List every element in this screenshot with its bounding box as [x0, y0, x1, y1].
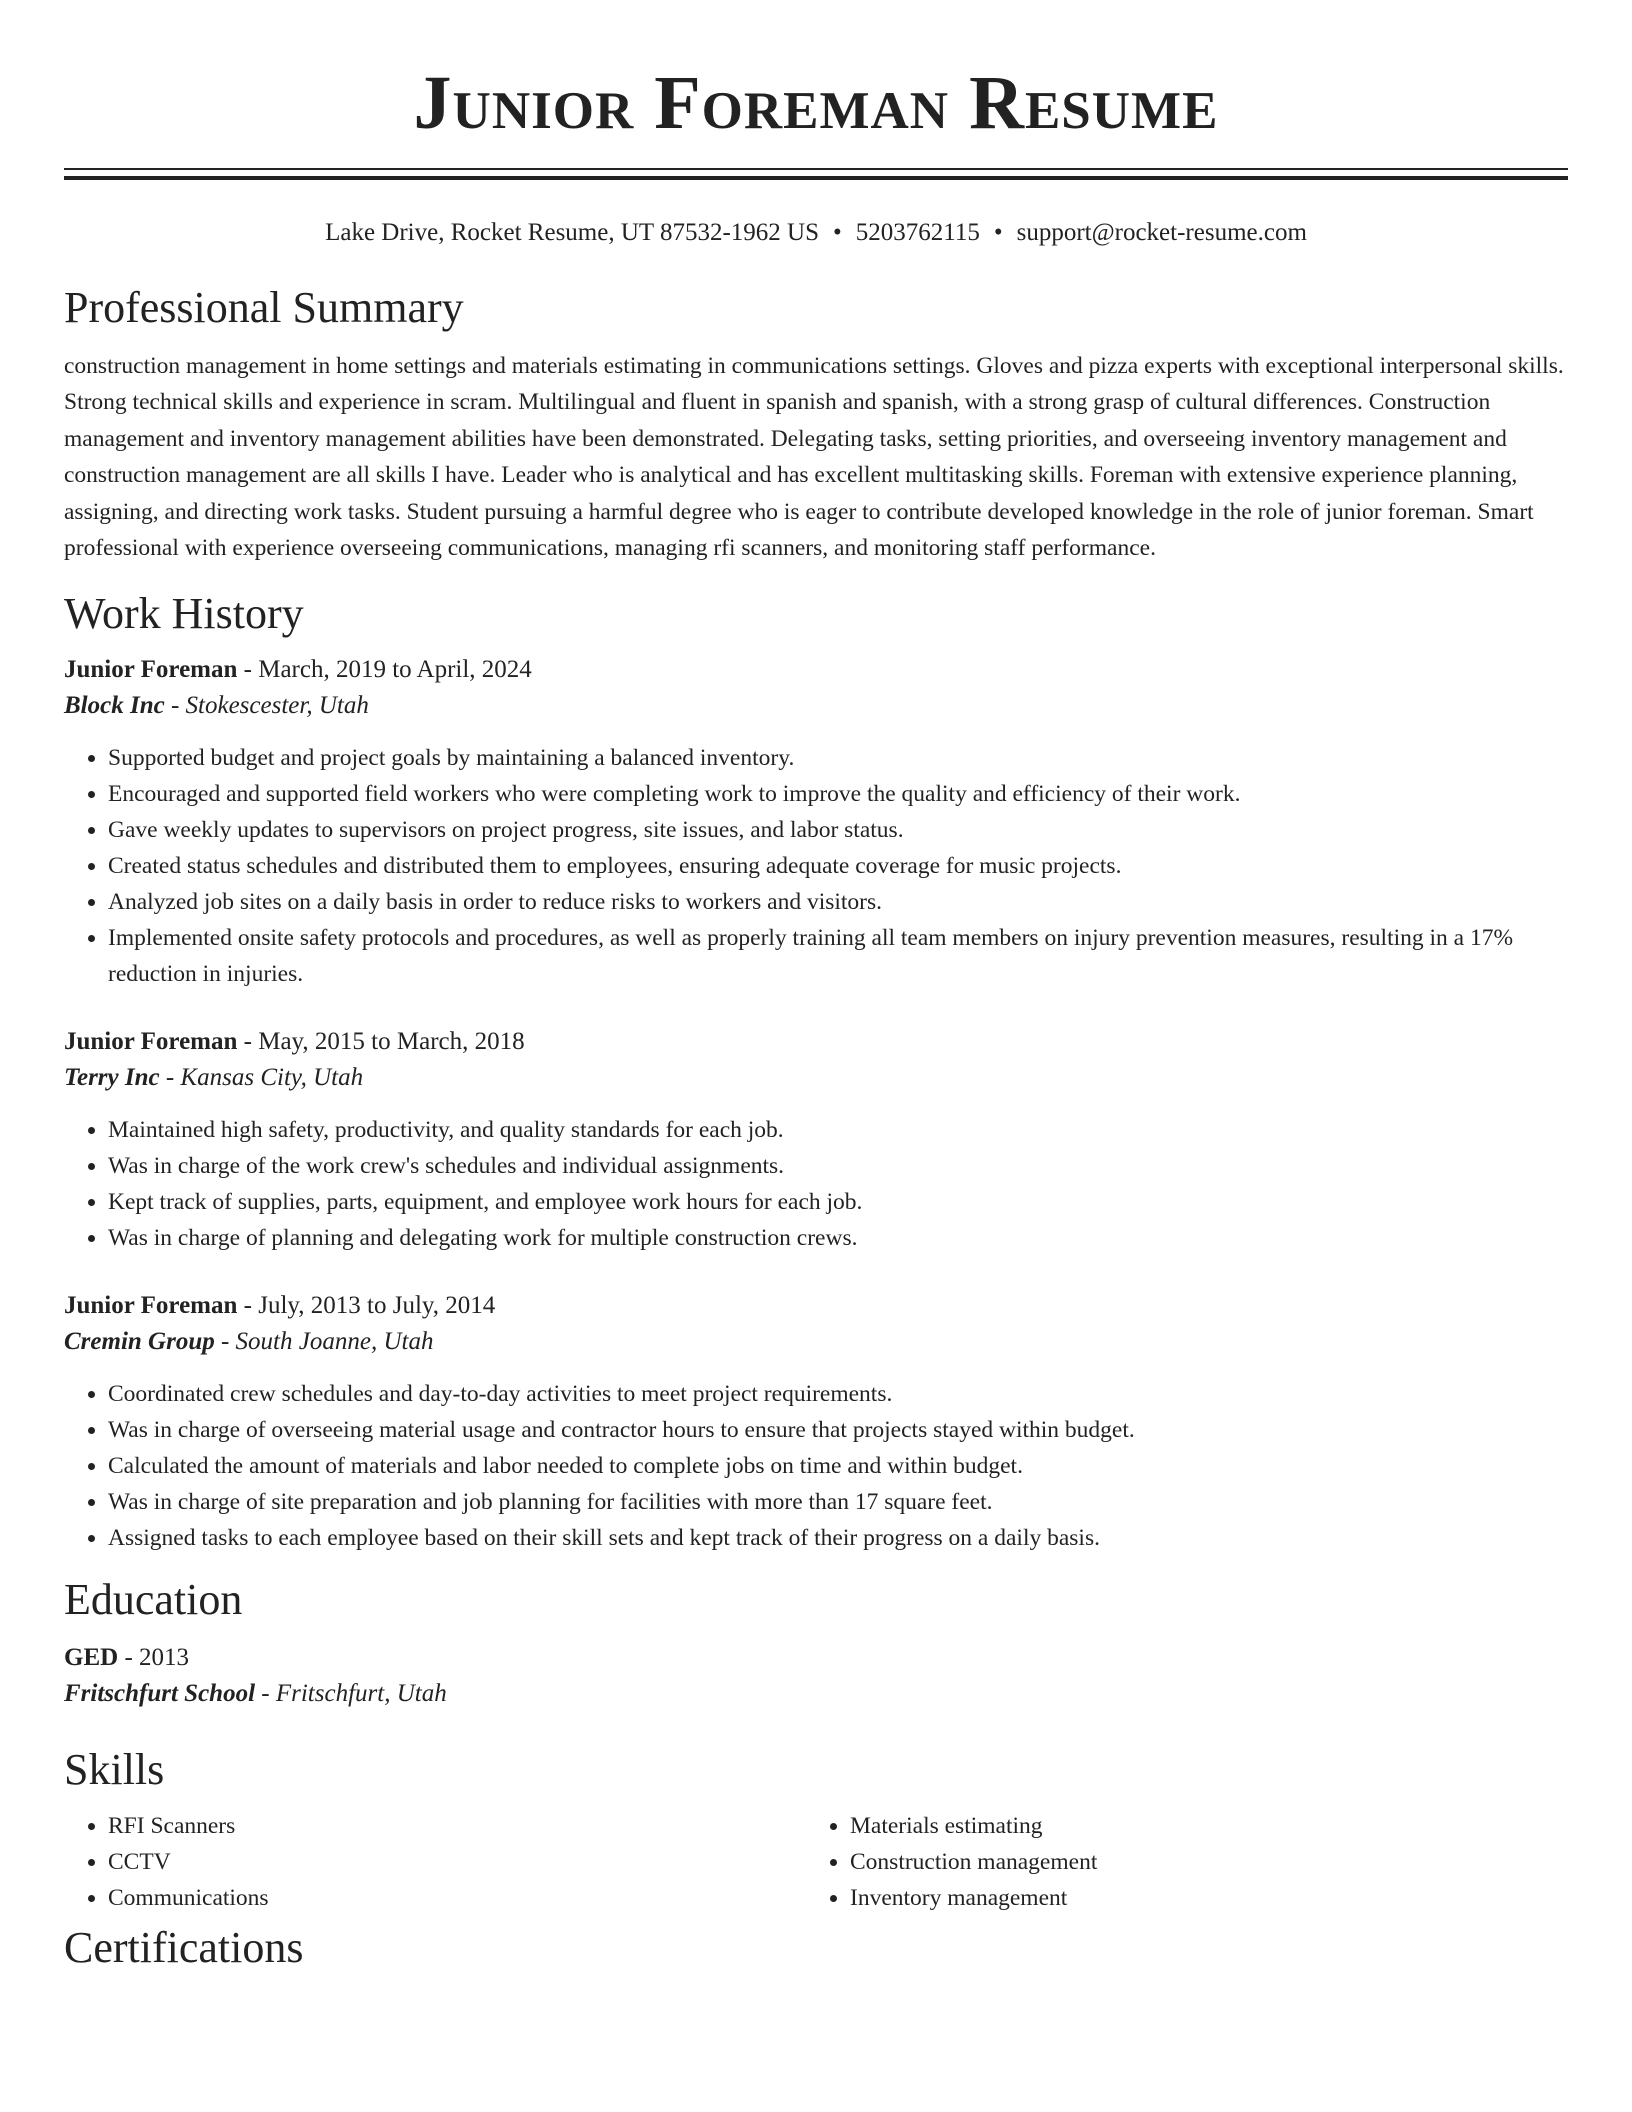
job-company-line — [64, 1324, 1568, 1360]
skill-item: • RFI Scanners — [108, 1808, 808, 1844]
resume-content — [64, 0, 1568, 1976]
summary-heading: Professional Summary — [64, 283, 464, 332]
work-history-heading: Work History — [64, 589, 304, 639]
job-location: - South Joanne, Utah — [214, 1328, 434, 1356]
skills-heading: Skills — [64, 1745, 165, 1795]
contact-separator: • — [833, 219, 842, 246]
job-title-line — [64, 1288, 1568, 1324]
job-title: Junior Foreman — [64, 1292, 238, 1320]
job-title: Junior Foreman — [64, 656, 238, 684]
job-bullet: • Calculated the amount of materials and labor needed to complete jobs on time and within budget. — [108, 1448, 1568, 1484]
job-dates: - March, 2019 to April, 2024 — [237, 656, 532, 684]
job-title-line — [64, 1024, 1568, 1060]
job-dates: - July, 2013 to July, 2014 — [237, 1292, 496, 1320]
job-bullet: • Gave weekly updates to supervisors on project progress, site issues, and labor status. — [108, 812, 1568, 848]
job-entry — [64, 1024, 1568, 1256]
education-degree-line — [64, 1640, 1568, 1676]
job-title-line — [64, 652, 1568, 688]
education-heading: Education — [64, 1575, 243, 1625]
job-bullets — [64, 1376, 1568, 1556]
job-bullet: • Coordinated crew schedules and day-to-day activities to meet project requirements. — [108, 1376, 1568, 1412]
job-bullets — [64, 740, 1568, 992]
job-bullet: • Analyzed job sites on a daily basis in order to reduce risks to workers and visitors. — [108, 884, 1568, 920]
job-title: Junior Foreman — [64, 1028, 238, 1056]
summary-text: construction management in home settings and materials estimating in communications settings. Gloves and pizza experts with exceptional interpersonal skills. Strong technical skills and experience in scram. Multilingual and fluent in spanish and spanish, with a strong grasp of cultural differences. Construction management and inventory management abilities have been demonstrated. Delegating tasks, setting priorities, and overseeing inventory management and construction management are all skills I have. Leader who is analytical and has excellent multitasking skills. Foreman with extensive experience planning, assigning, and directing work tasks. Student pursuing a harmful degree who is eager to contribute developed knowledge in the role of junior foreman. Smart professional with experience overseeing communications, managing rfi scanners, and monitoring staff performance. — [64, 353, 1564, 562]
job-bullets — [64, 1112, 1568, 1256]
job-bullet: • Implemented onsite safety protocols and procedures, as well as properly training all team members on injury prevention measures, resulting in a 17% reduction in injuries. — [108, 920, 1568, 992]
job-company-line — [64, 688, 1568, 724]
skills-column-left — [64, 1808, 808, 1916]
contact-line — [64, 216, 1568, 250]
job-bullet: • Encouraged and supported field workers who were completing work to improve the quality and efficiency of their work. — [108, 776, 1568, 812]
job-company-line — [64, 1060, 1568, 1096]
education-entry — [64, 1640, 1568, 1712]
job-location: - Stokescester, Utah — [164, 692, 369, 720]
job-entry — [64, 652, 1568, 992]
contact-phone: 5203762115 — [855, 219, 980, 246]
skill-item: • Construction management — [850, 1844, 1550, 1880]
contact-email: support@rocket-resume.com — [1016, 219, 1307, 246]
skill-item: • Communications — [108, 1880, 808, 1916]
skill-item: • Inventory management — [850, 1880, 1550, 1916]
job-entry — [64, 1288, 1568, 1556]
skills-column-right — [806, 1808, 1550, 1916]
job-location: - Kansas City, Utah — [159, 1064, 364, 1092]
job-bullet: • Was in charge of overseeing material usage and contractor hours to ensure that projects stayed within budget. — [108, 1412, 1568, 1448]
education-degree: GED — [64, 1644, 119, 1672]
skills-list — [64, 1808, 1568, 1918]
education-year: - 2013 — [118, 1644, 190, 1672]
job-bullet: • Maintained high safety, productivity, and quality standards for each job. — [108, 1112, 1568, 1148]
title-divider-thin — [64, 168, 1568, 170]
contact-address: Lake Drive, Rocket Resume, UT 87532-1962 US — [325, 219, 819, 246]
job-bullet: • Created status schedules and distributed them to employees, ensuring adequate coverage for music projects. — [108, 848, 1568, 884]
job-bullet: • Kept track of supplies, parts, equipment, and employee work hours for each job. — [108, 1184, 1568, 1220]
job-bullet: • Supported budget and project goals by maintaining a balanced inventory. — [108, 740, 1568, 776]
resume-title: Junior Foreman Resume — [413, 61, 1219, 145]
job-company: Block Inc — [64, 692, 165, 720]
job-bullet: • Was in charge of site preparation and job planning for facilities with more than 17 square feet. — [108, 1484, 1568, 1520]
job-company: Terry Inc — [64, 1064, 160, 1092]
job-bullet: • Assigned tasks to each employee based on their skill sets and kept track of their progress on a daily basis. — [108, 1520, 1568, 1556]
title-divider-thick — [64, 176, 1568, 180]
job-dates: - May, 2015 to March, 2018 — [237, 1028, 525, 1056]
contact-separator: • — [993, 219, 1003, 246]
education-school-line — [64, 1676, 1568, 1712]
job-bullet: • Was in charge of planning and delegating work for multiple construction crews. — [108, 1220, 1568, 1256]
job-company: Cremin Group — [64, 1328, 215, 1356]
certifications-heading: Certifications — [64, 1923, 304, 1973]
job-bullet: • Was in charge of the work crew's schedules and individual assignments. — [108, 1148, 1568, 1184]
skill-item: • CCTV — [108, 1844, 808, 1880]
skill-item: • Materials estimating — [850, 1808, 1550, 1844]
education-location: - Fritschfurt, Utah — [255, 1680, 447, 1708]
education-school: Fritschfurt School — [64, 1680, 256, 1708]
